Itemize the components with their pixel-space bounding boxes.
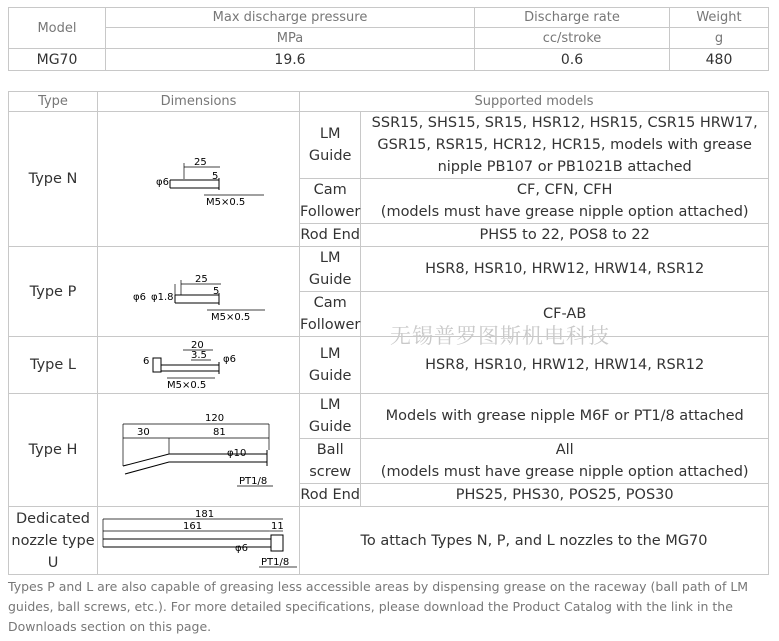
type-n-cam-follower: Cam Follower bbox=[300, 179, 361, 224]
type-u-label: Dedicated nozzle type U bbox=[9, 507, 98, 575]
spec-table bbox=[8, 7, 769, 71]
type-n-cam-note: (models must have grease nipple option attached) bbox=[380, 204, 749, 220]
cell-pressure: 19.6 bbox=[106, 49, 475, 71]
type-l-dim-d: φ6 bbox=[222, 354, 236, 365]
unit-rate: cc/stroke bbox=[475, 28, 670, 49]
type-p-dim-d2: φ1.8 bbox=[150, 291, 173, 303]
type-p-cam-follower: Cam Follower bbox=[300, 292, 361, 337]
type-n-label: Type N bbox=[9, 112, 98, 247]
type-u-dim-d: φ6 bbox=[234, 542, 248, 554]
type-n-lm-guide: LM Guide bbox=[300, 112, 361, 179]
type-l-dim-thread: M5×0.5 bbox=[166, 380, 206, 391]
header-weight: Weight bbox=[670, 8, 769, 28]
type-h-dimension-diagram bbox=[109, 404, 289, 496]
type-u-dim-thread: PT1/8 bbox=[260, 556, 289, 568]
type-h-lm-guide: LM Guide bbox=[300, 394, 361, 439]
type-n-dimension-diagram bbox=[134, 149, 264, 209]
type-h-dim-b: 81 bbox=[212, 427, 226, 438]
type-l-dim-h: 6 bbox=[142, 356, 149, 367]
type-h-dim-thread: PT1/8 bbox=[238, 476, 267, 487]
type-h-drawing bbox=[98, 394, 300, 507]
footnote: Types P and L are also capable of greasing less accessible areas by dispensing grease on the raceway (ball path of LM guides, ball screws, etc.). For more detailed specifications, please download the Product Catalog with the link in the Downloads section on this page. bbox=[8, 579, 749, 634]
watermark: 无锡普罗图斯机电科技 bbox=[390, 324, 610, 348]
type-h-dim-total: 120 bbox=[204, 413, 224, 424]
type-n-cam-models: CF, CFN, CFH bbox=[516, 182, 613, 198]
type-p-dim-len: 25 bbox=[194, 273, 208, 285]
type-p-dim-d: φ6 bbox=[132, 291, 146, 303]
type-n-drawing bbox=[98, 112, 300, 247]
type-u-dimension-diagram bbox=[99, 509, 299, 573]
type-p-cam-models: CF-AB bbox=[361, 292, 769, 337]
type-l-lm-models: HSR8, HSR10, HRW12, HRW14, RSR12 bbox=[361, 337, 769, 394]
nozzle-table bbox=[8, 91, 769, 575]
type-l-lm-guide: LM Guide bbox=[300, 337, 361, 394]
header-model: Model bbox=[9, 8, 106, 49]
type-u-dim-a: 161 bbox=[182, 520, 202, 532]
type-l-dimension-diagram bbox=[139, 338, 259, 392]
unit-pressure: MPa bbox=[106, 28, 475, 49]
header-dimensions: Dimensions bbox=[98, 92, 300, 112]
type-n-dim-small: 5 bbox=[211, 171, 218, 182]
type-h-rod-models: PHS25, PHS30, POS25, POS30 bbox=[361, 484, 769, 507]
type-l-drawing bbox=[98, 337, 300, 394]
type-h-dim-d: φ10 bbox=[226, 448, 246, 459]
type-p-lm-guide: LM Guide bbox=[300, 247, 361, 292]
type-l-dim-len: 20 bbox=[190, 340, 204, 351]
type-n-rod-end: Rod End bbox=[300, 224, 361, 247]
type-n-dim-len: 25 bbox=[193, 157, 207, 168]
type-p-lm-models: HSR8, HSR10, HRW12, HRW14, RSR12 bbox=[361, 247, 769, 292]
type-u-drawing bbox=[98, 507, 300, 575]
type-p-dim-small: 5 bbox=[212, 285, 219, 297]
type-p-label: Type P bbox=[9, 247, 98, 337]
cell-weight: 480 bbox=[670, 49, 769, 71]
type-h-label: Type H bbox=[9, 394, 98, 507]
type-n-dim-d: φ6 bbox=[155, 177, 169, 188]
type-h-rod-end: Rod End bbox=[300, 484, 361, 507]
type-n-lm-models: SSR15, SHS15, SR15, HSR12, HSR15, CSR15 HRW17, GSR15, RSR15, HCR12, HCR15, models with grease nipple PB107 or PB1021B attached bbox=[361, 112, 769, 179]
cell-model: MG70 bbox=[9, 49, 106, 71]
type-h-ball-models: All bbox=[555, 442, 574, 458]
unit-weight: g bbox=[670, 28, 769, 49]
header-supported: Supported models bbox=[300, 92, 769, 112]
type-l-dim-len2: 3.5 bbox=[190, 350, 207, 361]
type-u-dim-b: 11 bbox=[270, 520, 284, 532]
type-n-rod-models: PHS5 to 22, POS8 to 22 bbox=[361, 224, 769, 247]
header-rate: Discharge rate bbox=[475, 8, 670, 28]
type-h-ball-note: (models must have grease nipple option attached) bbox=[380, 464, 749, 480]
type-n-cam-cell bbox=[361, 179, 769, 224]
type-p-dimension-diagram bbox=[129, 262, 269, 322]
type-u-description: To attach Types N, P, and L nozzles to the MG70 bbox=[300, 507, 769, 575]
type-h-lm-models: Models with grease nipple M6F or PT1/8 attached bbox=[361, 394, 769, 439]
header-type: Type bbox=[9, 92, 98, 112]
type-n-dim-thread: M5×0.5 bbox=[205, 197, 245, 208]
type-p-dim-thread: M5×0.5 bbox=[210, 311, 250, 322]
type-l-label: Type L bbox=[9, 337, 98, 394]
type-h-ball-cell bbox=[361, 439, 769, 484]
type-u-dim-total: 181 bbox=[194, 508, 214, 520]
cell-rate: 0.6 bbox=[475, 49, 670, 71]
type-p-drawing bbox=[98, 247, 300, 337]
header-pressure: Max discharge pressure bbox=[106, 8, 475, 28]
type-h-dim-a: 30 bbox=[136, 427, 150, 438]
type-h-ball-screw: Ball screw bbox=[300, 439, 361, 484]
